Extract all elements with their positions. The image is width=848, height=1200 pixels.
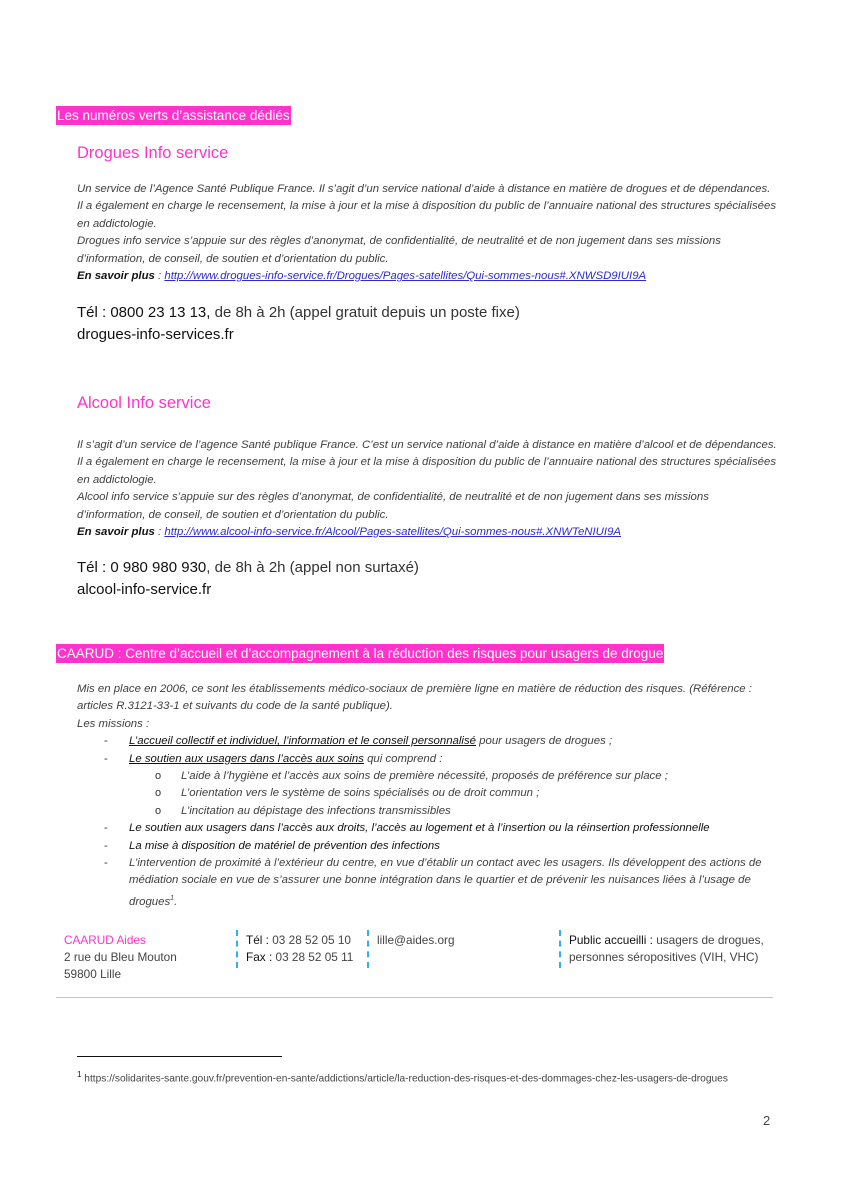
footnote-ref[interactable]: 1 (170, 894, 175, 902)
structure-name: CAARUD Aides (64, 933, 146, 947)
alcool-info-phone: Tél : 0 980 980 930 (77, 559, 207, 576)
alcool-info-paragraph-1: Il s’agit d’un service de l’agence Santé publique France. C’est un service national d’aide à distance en matière d’alcool et de dépendances. Il a également en charge le recensement, la mise à jour et la mise à disposition du public de l’annuaire national des structures spécialisées en addictologie. (77, 439, 777, 486)
alcool-info-phone-line (77, 557, 419, 579)
more-separator: : (154, 526, 165, 539)
footnote-url: https://solidarites-sante.gouv.fr/prevention-en-sante/addictions/article/la-reduction-des-risques-et-des-dommages-chez-les-usagers-de-drogues (81, 1073, 728, 1085)
drogues-info-more (77, 268, 777, 285)
drogues-info-contact (77, 302, 520, 346)
column-divider (559, 930, 561, 968)
public-line-1 (569, 932, 779, 949)
footnote (77, 1066, 757, 1087)
mission-item: - La mise à disposition de matériel de prévention des infections (77, 838, 777, 855)
mission-item (77, 751, 777, 821)
caarud-description (77, 681, 777, 911)
tel-number: 03 28 52 05 10 (268, 933, 351, 947)
drogues-info-site: drogues-info-services.fr (77, 326, 234, 343)
drogues-info-phone: Tél : 0800 23 13 13, (77, 304, 211, 321)
more-label: En savoir plus (77, 526, 155, 539)
structure-phone-line (246, 932, 366, 949)
drogues-info-paragraph-1: Un service de l’Agence Santé Publique France. Il s’agit d’un service national d’aide à distance en matière de drogues et de dépendances. Il a également en charge le recensement, la mise à jour et la mise à disposition du public de l’annuaire national des structures spécialisées en addictologie. (77, 183, 777, 230)
drogues-info-title: Drogues Info service (77, 144, 229, 162)
mission-item (77, 733, 777, 750)
alcool-info-site: alcool-info-service.fr (77, 581, 212, 598)
column-divider (236, 930, 238, 968)
mission-item: - Le soutien aux usagers dans l’accès aux droits, l’accès au logement et à l’insertion ou la réinsertion professionnelle (77, 820, 777, 837)
alcool-info-contact (77, 557, 419, 601)
sub-item: o L’orientation vers le système de soins spécialisés ou de droit commun ; (129, 785, 777, 802)
mission-2-strong: Le soutien aux usagers dans l’accès aux soins (129, 752, 364, 765)
public-line-2: personnes séropositives (VIH, VHC) (569, 950, 759, 964)
structure-public-block (569, 932, 779, 966)
drogues-info-phone-line (77, 302, 520, 324)
footnote-number: 1 (77, 1070, 82, 1079)
alcool-info-description (77, 437, 777, 541)
structure-email[interactable]: lille@aides.org (377, 933, 455, 947)
structure-address-line-1: 2 rue du Bleu Mouton (64, 950, 177, 964)
drogues-info-link[interactable]: http://www.drogues-info-service.fr/Drogues/Pages-satellites/Qui-sommes-nous#.XNWSD9IUI9A (164, 270, 647, 283)
drogues-info-hours: de 8h à 2h (appel gratuit depuis un poste fixe) (210, 304, 520, 321)
structure-address-block (64, 932, 234, 983)
caarud-banner: CAARUD : Centre d’accueil et d’accompagnement à la réduction des risques pour usagers de drogue (57, 646, 664, 661)
caarud-intro: Mis en place en 2006, ce sont les établissements médico-sociaux de première ligne en matière de réduction des risques. (Référence : articles R.3121-33-1 et suivants du code de la santé publique). (77, 683, 752, 713)
public-label: Public accueilli : (569, 933, 653, 947)
alcool-info-title: Alcool Info service (77, 394, 211, 412)
drogues-info-paragraph-2: Drogues info service s’appuie sur des règles d’anonymat, de confidentialité, de neutralité et de non jugement dans ses missions d’information, de conseil, de soutien et d’orientation du public. (77, 235, 721, 265)
alcool-info-link[interactable]: http://www.alcool-info-service.fr/Alcool/Pages-satellites/Qui-sommes-nous#.XNWTeNIUI9A (164, 526, 622, 539)
fax-number: 03 28 52 05 11 (272, 950, 354, 964)
structure-address-line-2: 59800 Lille (64, 967, 122, 981)
alcool-info-more (77, 524, 777, 541)
section-banner-green-numbers: Les numéros verts d’assistance dédiés (57, 108, 290, 123)
table-bottom-divider (56, 997, 773, 998)
public-value-1: usagers de drogues, (652, 933, 764, 947)
mission-1-rest: pour usagers de drogues ; (475, 735, 613, 748)
sub-item: o L’incitation au dépistage des infections transmissibles (129, 803, 777, 820)
mission-item (77, 855, 777, 911)
page-number: 2 (763, 1113, 771, 1128)
more-separator: : (154, 270, 165, 283)
fax-label: Fax : (246, 950, 273, 964)
mission-2-rest: qui comprend : (363, 752, 443, 765)
mission-5-end: . (174, 895, 178, 908)
missions-list (77, 733, 777, 911)
structure-phone-block (246, 932, 366, 966)
sub-item: o L’aide à l’hygiène et l’accès aux soins de première nécessité, proposés de préférence sur place ; (129, 768, 777, 785)
structure-fax-line (246, 949, 366, 966)
missions-label: Les missions : (77, 717, 150, 730)
mission-2-sublist (129, 768, 777, 820)
mission-1-strong: L’accueil collectif et individuel, l’information et le conseil personnalisé (129, 735, 476, 748)
alcool-info-paragraph-2: Alcool info service s’appuie sur des règles d’anonymat, de confidentialité, de neutralité et de non jugement dans ses missions d’information, de conseil, de soutien et d’orientation du public. (77, 491, 709, 521)
footnote-separator (77, 1056, 282, 1057)
alcool-info-hours: , de 8h à 2h (appel non surtaxé) (206, 559, 419, 576)
column-divider (367, 930, 369, 968)
more-label: En savoir plus (77, 270, 155, 283)
mission-5-text: L’intervention de proximité à l’extérieur du centre, en vue d’établir un contact avec les usagers. Ils développent des actions de médiation sociale en vue de s’assurer une bonne intégration dans le quartier et de prévenir les nuisances liées à l’usage de drogues (129, 857, 762, 908)
drogues-info-description (77, 181, 777, 285)
tel-label: Tél : (246, 933, 269, 947)
